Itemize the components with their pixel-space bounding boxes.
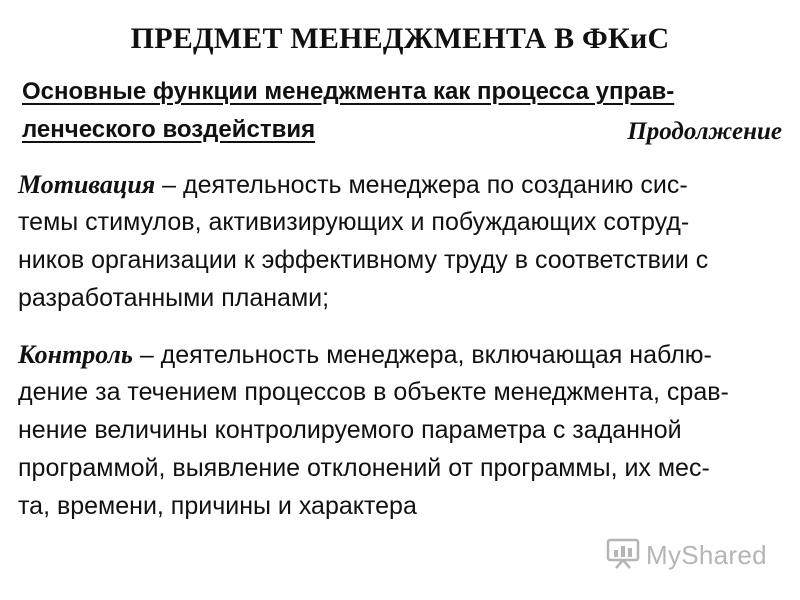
motivation-line-3: ников организации к эффективному труду в соответствии с	[18, 246, 709, 274]
slide-title: ПРЕДМЕТ МЕНЕДЖМЕНТА В ФКиС	[130, 22, 670, 55]
control-definition-start: – деятельность менеджера, включающая наблю-	[132, 341, 712, 369]
control-line-3: нение величины контролируемого параметра с заданной	[18, 416, 682, 444]
watermark-text: MyShared	[646, 540, 767, 570]
control-line-1	[18, 340, 712, 370]
motivation-line-2: темы стимулов, активизирующих и побуждающих сотруд-	[18, 208, 690, 236]
subtitle-line-1: Основные функции менеджмента как процесса управ-	[22, 78, 675, 105]
motivation-line-1	[18, 170, 688, 200]
control-line-5: та, времени, причины и характера	[18, 492, 417, 520]
motivation-line-4: разработанными планами;	[18, 284, 330, 312]
continuation-label: Продолжение	[627, 118, 782, 145]
presentation-board-icon	[606, 536, 640, 575]
myshared-watermark	[606, 536, 767, 575]
motivation-definition-start: – деятельность менеджера по созданию сис-	[155, 171, 688, 199]
subtitle-line-2: ленческого воздействия	[22, 116, 316, 143]
control-line-2: дение за течением процессов в объекте менеджмента, срав-	[18, 378, 729, 406]
motivation-term: Мотивация	[18, 170, 156, 199]
control-term: Контроль	[18, 340, 133, 369]
control-line-4: программой, выявление отклонений от программы, их мес-	[18, 454, 710, 482]
